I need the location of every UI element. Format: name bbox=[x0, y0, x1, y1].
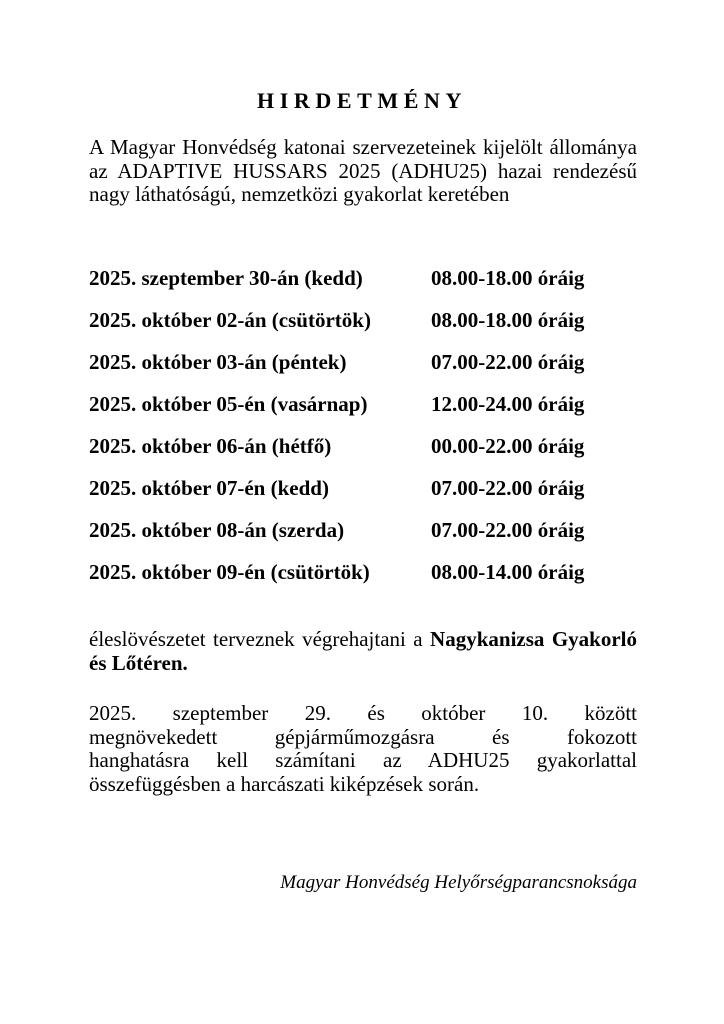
schedule-date: 2025. október 09-én (csütörtök) bbox=[89, 560, 370, 584]
schedule-date: 2025. október 02-án (csütörtök) bbox=[89, 308, 371, 332]
activity-text: éleslövészetet terveznek végrehajtani a bbox=[89, 627, 431, 651]
schedule-row bbox=[89, 474, 637, 516]
schedule-time: 07.00-22.00 óráig bbox=[431, 518, 585, 542]
schedule-date: 2025. október 05-én (vasárnap) bbox=[89, 392, 368, 416]
location-name: Nagykanizsa Gyakorló és Lőtéren. bbox=[89, 627, 637, 675]
schedule-time: 00.00-22.00 óráig bbox=[431, 434, 585, 458]
schedule-row bbox=[89, 558, 637, 600]
schedule-time: 07.00-22.00 óráig bbox=[431, 350, 585, 374]
schedule-list bbox=[89, 264, 637, 600]
warning-paragraph bbox=[89, 702, 637, 796]
schedule-row bbox=[89, 432, 637, 474]
schedule-row bbox=[89, 516, 637, 558]
schedule-time: 08.00-18.00 óráig bbox=[431, 266, 585, 290]
schedule-date: 2025. október 03-án (péntek) bbox=[89, 350, 347, 374]
schedule-row bbox=[89, 306, 637, 348]
schedule-row bbox=[89, 390, 637, 432]
warning-line: összefüggésben a harcászati kiképzések során. bbox=[89, 771, 480, 796]
warning-line: 2025. szeptember 29. és október 10. között bbox=[89, 701, 637, 725]
schedule-time: 08.00-14.00 óráig bbox=[431, 560, 585, 584]
schedule-date: 2025. október 06-án (hétfő) bbox=[89, 434, 332, 458]
signature: Magyar Honvédség Helyőrségparancsnoksága bbox=[280, 872, 637, 893]
schedule-row bbox=[89, 348, 637, 390]
schedule-row bbox=[89, 264, 637, 306]
intro-paragraph: A Magyar Honvédség katonai szervezeteinek kijelölt állománya az ADAPTIVE HUSSARS 2025 (ADHU25) hazai rendezésű nagy láthatóságú, nemzetközi gyakorlat keretében bbox=[89, 135, 637, 206]
activity-paragraph bbox=[89, 627, 637, 675]
warning-line: hanghatásra kell számítani az ADHU25 gyakorlattal bbox=[89, 748, 637, 772]
schedule-date: 2025. október 07-én (kedd) bbox=[89, 476, 329, 500]
schedule-time: 08.00-18.00 óráig bbox=[431, 308, 585, 332]
schedule-date: 2025. szeptember 30-án (kedd) bbox=[89, 266, 363, 290]
warning-line: megnövekedett gépjárműmozgásra és fokozott bbox=[89, 724, 637, 749]
schedule-time: 12.00-24.00 óráig bbox=[431, 392, 585, 416]
schedule-date: 2025. október 08-án (szerda) bbox=[89, 518, 345, 542]
schedule-time: 07.00-22.00 óráig bbox=[431, 476, 585, 500]
notice-title: HIRDETMÉNY bbox=[256, 88, 467, 113]
